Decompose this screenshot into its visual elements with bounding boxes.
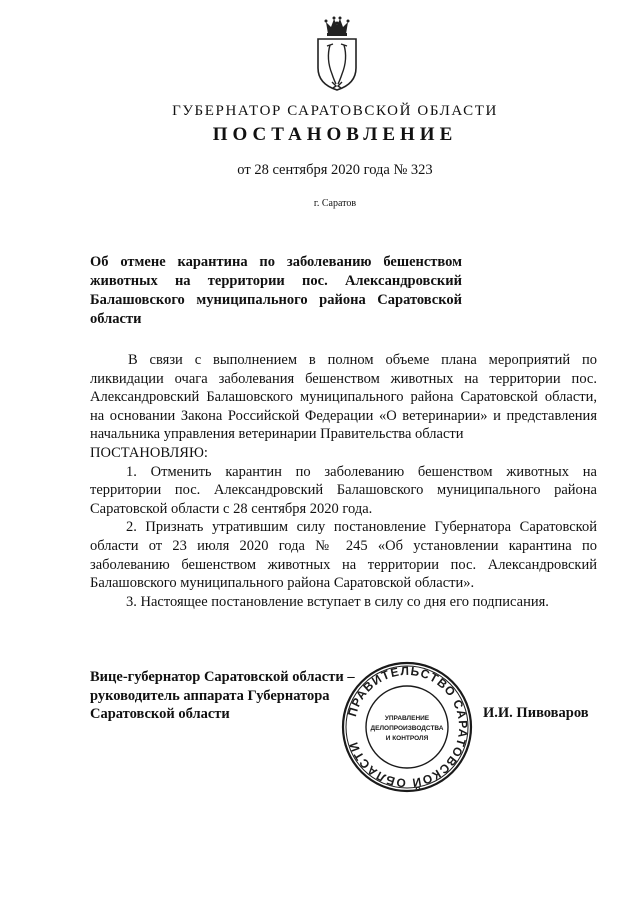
decree-item-1: 1. Отменить карантин по заболеванию бешенством животных на территории пос. Александровский Балашовского муниципального района Саратовской области с 28 сентября 2020 года. <box>90 463 597 517</box>
signer-position-line: Вице-губернатор Саратовской области – <box>90 669 355 685</box>
document-body <box>90 351 597 611</box>
signer-position-line: Саратовской области <box>90 706 230 722</box>
stamp-outer-text: ПРАВИТЕЛЬСТВО САРАТОВСКОЙ ОБЛАСТИ <box>345 663 471 791</box>
issuer-title: ГУБЕРНАТОР САРАТОВСКОЙ ОБЛАСТИ <box>172 103 498 119</box>
official-stamp <box>340 660 474 794</box>
document-date-number: от 28 сентября 2020 года № 323 <box>237 162 433 178</box>
stamp-inner-line: И КОНТРОЛЯ <box>385 735 429 742</box>
preamble-paragraph: В связи с выполнением в полном объеме плана мероприятий по ликвидации очага заболевания бешенством животных на территории пос. Александровский Балашовского муниципального района Саратовской области, на основании Закона Российской Федерации «О ветеринарии» и представления начальника управления ветеринарии Правительства области <box>90 352 597 443</box>
decree-item-2: 2. Признать утратившим силу постановление Губернатора Саратовской области от 23 июля 2020 года № 245 «Об установлении карантина по заболеванию бешенством животных на территории пос. Александровский Балашовского муниципального района Саратовской области». <box>90 519 597 592</box>
signer-name: И.И. Пивоваров <box>483 705 589 721</box>
decree-word: ПОСТАНОВЛЯЮ: <box>90 444 208 461</box>
stamp-inner-line: УПРАВЛЕНИЕ <box>384 715 430 722</box>
document-subject: Об отмене карантина по заболеванию бешенством животных на территории пос. Александровский Балашовского муниципального района Саратовской области <box>90 254 462 327</box>
saratov-coat-of-arms-icon <box>312 14 362 94</box>
decree-item-3: 3. Настоящее постановление вступает в силу со дня его подписания. <box>126 593 549 610</box>
stamp-inner-line: ДЕЛОПРОИЗВОДСТВА <box>370 725 444 732</box>
issue-city: г. Саратов <box>313 198 357 209</box>
signer-position-line: руководитель аппарата Губернатора <box>90 687 330 704</box>
document-type: ПОСТАНОВЛЕНИЕ <box>212 124 458 145</box>
